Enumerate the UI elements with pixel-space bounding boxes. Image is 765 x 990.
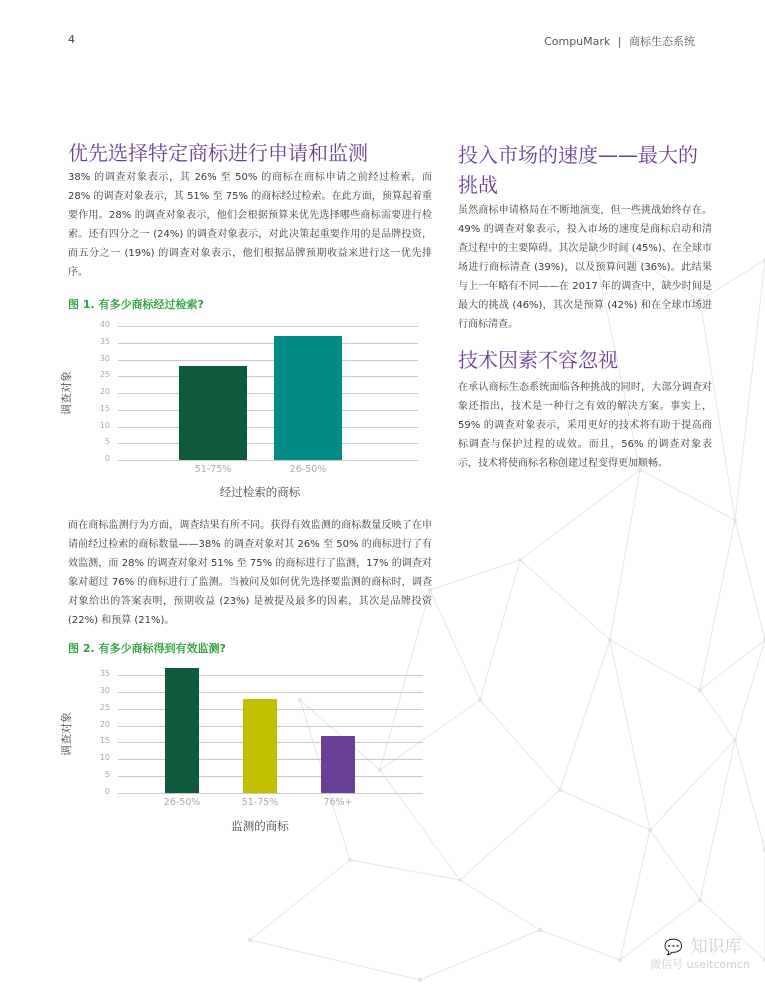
y-tick-label: 25 xyxy=(99,370,110,380)
bar xyxy=(165,668,199,793)
network-node xyxy=(538,928,542,932)
network-line xyxy=(350,860,460,880)
y-tick-label: 35 xyxy=(99,669,110,678)
section-heading: 优先选择特定商标进行申请和监测 xyxy=(68,141,368,165)
network-line xyxy=(610,470,640,640)
network-line xyxy=(560,790,650,830)
network-node xyxy=(698,898,702,902)
y-tick-label: 20 xyxy=(99,387,110,396)
y-tick-label: 15 xyxy=(99,403,110,413)
y-tick-label: 10 xyxy=(99,753,110,763)
watermark-logo: 💬 知识库 xyxy=(664,937,742,957)
gridline xyxy=(118,410,418,411)
y-tick-label: 20 xyxy=(99,719,110,729)
figure-title: 图 1. 有多少商标经过检索? xyxy=(68,298,204,311)
y-axis-label: 调查对象 xyxy=(60,371,73,415)
y-tick-label: 5 xyxy=(104,437,110,447)
network-line xyxy=(430,560,520,590)
x-axis-label: 监测的商标 xyxy=(231,819,289,833)
network-line xyxy=(700,690,735,740)
y-tick-label: 10 xyxy=(99,420,110,430)
bar-chart-monitored-trademarks xyxy=(60,662,430,842)
y-tick-label: 0 xyxy=(104,787,110,796)
gridline xyxy=(118,393,418,394)
network-line xyxy=(650,830,700,900)
paragraph: 而在商标监测行为方面，调查结果有所不同。获得有效监测的商标数量反映了在申请前经过检索的商标数量——38% 的调查对象对其 26% 至 50% 的商标进行了有效监测，而 28% 的调查对象对 51% 至 75% 的商标进行了监测，17% 的调查对象对超过 76% 的商标进行了监测。当被问及如何优先选择要监测的商标时，调查对象给出的答案表明，预期收益 (23%) 是被提及最多的因素，其次是品牌投资 (22%) 和预算 (21%)。 xyxy=(68,520,432,626)
network-line xyxy=(480,560,520,700)
network-node xyxy=(558,788,562,792)
category-label: 26-50% xyxy=(289,464,327,475)
network-line xyxy=(735,640,765,740)
network-line xyxy=(735,260,765,520)
network-node xyxy=(608,638,612,642)
network-node xyxy=(458,878,462,882)
y-tick-label: 30 xyxy=(99,685,110,695)
network-line xyxy=(520,560,610,640)
bar xyxy=(321,736,355,793)
network-line xyxy=(560,640,610,790)
y-tick-label: 25 xyxy=(99,702,110,712)
network-line xyxy=(610,640,650,830)
network-line xyxy=(460,880,540,930)
header-separator: | xyxy=(617,35,622,48)
page-number: 4 xyxy=(68,33,75,46)
network-node xyxy=(478,698,482,702)
y-tick-label: 0 xyxy=(104,454,110,463)
network-node xyxy=(418,978,422,982)
y-axis-label: 调查对象 xyxy=(60,712,73,756)
bar-chart-searched-trademarks xyxy=(60,318,430,508)
bar xyxy=(179,366,247,460)
figure-title: 图 2. 有多少商标得到有效监测? xyxy=(68,642,226,655)
gridline xyxy=(118,460,418,461)
network-line xyxy=(700,740,735,900)
network-line xyxy=(700,640,765,690)
running-header xyxy=(544,33,695,49)
gridline xyxy=(118,675,423,676)
gridline xyxy=(118,360,418,361)
y-tick-label: 15 xyxy=(99,736,110,746)
paragraph: 虽然商标申请格局在不断地演变，但一些挑战始终存在。49% 的调查对象表示，投入市场的速度是商标启动和清查过程中的主要障碍。其次是缺少时间 (45%)、在全球市场进行商标清查 (39%)，以及预算问题 (36%)。此结果与上一年略有不同——在 2017 年的调查中，缺少时间是最大的挑战 (46%)，其次是预算 (42%) 和在全球市场进行商标清查。 xyxy=(458,205,712,330)
network-line xyxy=(420,930,540,980)
gridline xyxy=(118,427,418,428)
section-heading: 投入市场的速度——最大的挑战 xyxy=(458,143,698,197)
bar xyxy=(274,336,342,460)
category-label: 76%+ xyxy=(323,797,353,808)
category-label: 26-50% xyxy=(163,797,201,808)
category-label: 51-75% xyxy=(241,797,279,808)
network-node xyxy=(733,738,737,742)
network-line xyxy=(735,520,765,640)
network-line xyxy=(520,470,640,560)
gridline xyxy=(118,326,418,327)
network-line xyxy=(250,940,420,980)
paragraph: 在承认商标生态系统面临各种挑战的同时，大部分调查对象还指出，技术是一种行之有效的解决方案。事实上，59% 的调查对象表示，采用更好的技术将有助于提高商标调查与保护过程的成效。而且，56% 的调查对象表示，技术将使商标名称创建过程变得更加顺畅。 xyxy=(458,382,712,469)
category-label: 51-75% xyxy=(194,464,232,475)
section-name: 商标生态系统 xyxy=(629,35,695,48)
network-line xyxy=(480,700,560,790)
gridline xyxy=(118,376,418,377)
network-line xyxy=(460,790,560,880)
network-node xyxy=(348,858,352,862)
wechat-icon: 💬 xyxy=(664,938,683,956)
gridline xyxy=(118,443,418,444)
watermark-account: 微信号 useitcomcn xyxy=(650,958,750,971)
y-tick-label: 35 xyxy=(99,336,110,346)
gridline xyxy=(118,793,423,794)
network-line xyxy=(640,470,735,520)
network-line xyxy=(700,520,735,690)
network-node xyxy=(518,558,522,562)
network-node xyxy=(248,938,252,942)
network-line xyxy=(250,860,350,940)
brand-name: CompuMark xyxy=(544,35,611,48)
bar xyxy=(243,699,277,793)
network-node xyxy=(648,828,652,832)
x-axis-label: 经过检索的商标 xyxy=(219,485,301,499)
network-line xyxy=(650,740,735,830)
network-line xyxy=(430,590,480,700)
y-tick-label: 5 xyxy=(104,770,110,780)
gridline xyxy=(118,692,423,693)
paragraph: 38% 的调查对象表示，其 26% 至 50% 的商标在商标申请之前经过检索，而 28% 的调查对象表示，其 51% 至 75% 的商标经过检索。在此方面，预算起着重要作用。28% 的调查对象表示，他们会根据预算来优先选择哪些商标需要进行检索。还有四分之一 (24%) 的调查对象表示，对此决策起重要作用的是品牌投资，而五分之一 (19%) 的调查对象表示，他们根据品牌预期收益来进行这一优先排序。 xyxy=(68,172,432,278)
gridline xyxy=(118,343,418,344)
y-tick-label: 30 xyxy=(99,353,110,363)
network-node xyxy=(733,518,737,522)
section-heading: 技术因素不容忽视 xyxy=(458,348,618,372)
network-node xyxy=(698,688,702,692)
network-line xyxy=(735,740,765,850)
y-tick-label: 40 xyxy=(99,320,110,329)
network-line xyxy=(610,640,700,690)
network-line xyxy=(540,930,620,960)
network-node xyxy=(618,958,622,962)
